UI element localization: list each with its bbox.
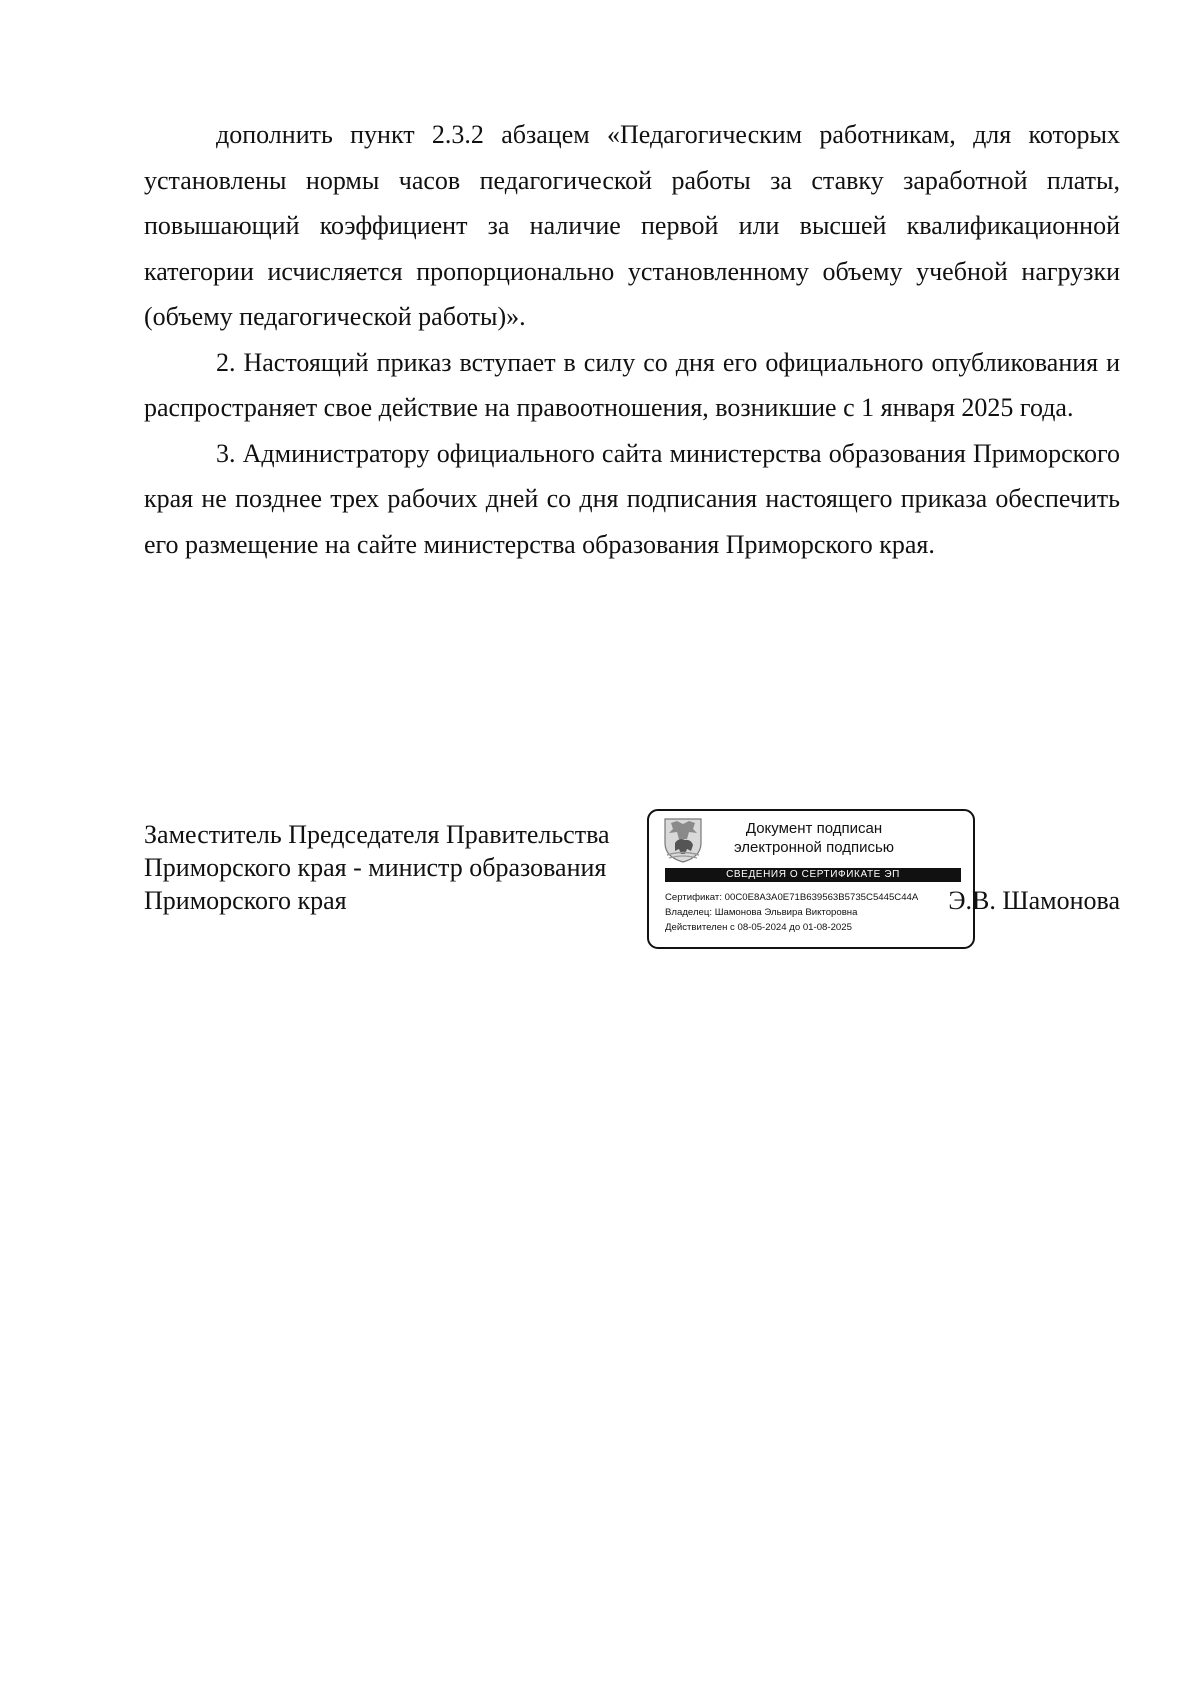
certificate-validity: Действителен с 08-05-2024 до 01-08-2025 xyxy=(665,922,852,933)
stamp-heading xyxy=(719,819,909,857)
stamp-heading-line: электронной подписью xyxy=(733,839,895,856)
certificate-details xyxy=(665,890,971,935)
certificate-owner: Владелец: Шамонова Эльвира Викторовна xyxy=(665,907,858,918)
primorsky-coat-of-arms-icon xyxy=(663,817,703,863)
signatory-name: Э.В. Шамонова xyxy=(948,886,1120,915)
signatory-position-line: Приморского края xyxy=(144,886,347,915)
signatory-position-line: Приморского края - министр образования xyxy=(144,853,607,882)
document-body xyxy=(144,112,1120,567)
stamp-heading-line: Документ подписан xyxy=(745,820,883,837)
electronic-signature-stamp xyxy=(647,809,975,949)
paragraph-amendment: дополнить пункт 2.3.2 абзацем «Педагогическим работникам, для которых установлены нормы часов педагогической работы за ставку заработной платы, повышающий коэффициент за наличие первой или высшей квалификационной категории исчисляется пропорционально установленному объему учебной нагрузки (объему педагогической работы)». xyxy=(144,120,1120,331)
certificate-info-bar: СВЕДЕНИЯ О СЕРТИФИКАТЕ ЭП xyxy=(665,868,961,882)
paragraph-effective-date: 2. Настоящий приказ вступает в силу со дня его официального опубликования и распространяет свое действие на правоотношения, возникшие с 1 января 2025 года. xyxy=(144,347,1120,422)
certificate-serial: Сертификат: 00C0E8A3A0E71B639563B5735C5445C44A xyxy=(665,892,919,903)
signatory-position-line: Заместитель Председателя Правительства xyxy=(144,820,610,849)
paragraph-website-publication: 3. Администратору официального сайта министерства образования Приморского края не позднее трех рабочих дней со дня подписания настоящего приказа обеспечить его размещение на сайте министерства образования Приморского края. xyxy=(144,438,1120,559)
signatory-position xyxy=(144,818,664,917)
